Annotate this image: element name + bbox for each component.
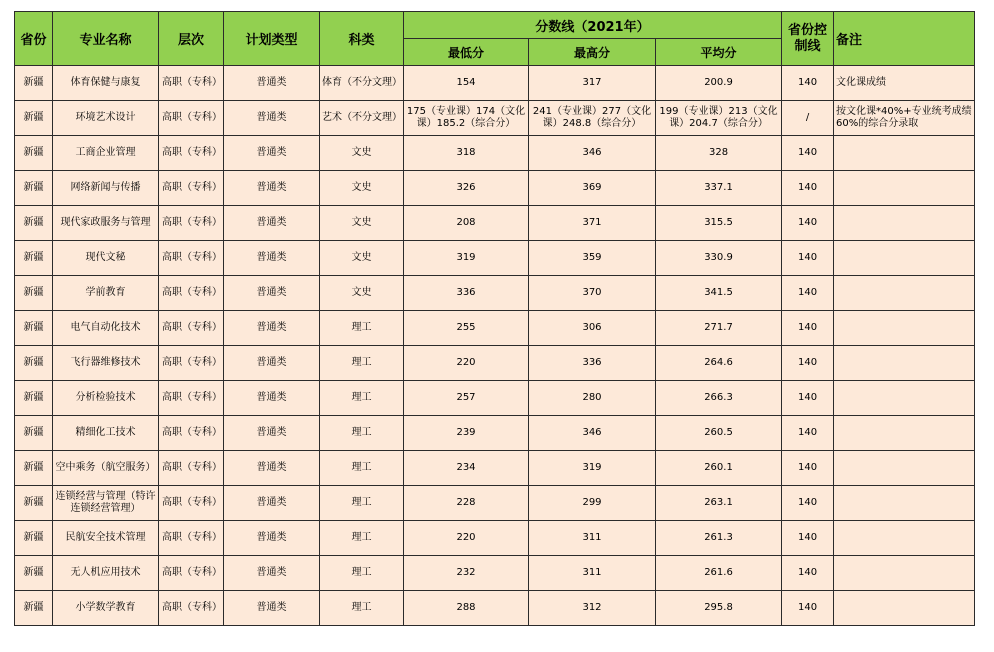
cell-avg-score: 341.5 xyxy=(656,276,782,311)
cell-major: 精细化工技术 xyxy=(53,416,159,451)
table-row xyxy=(15,311,975,346)
cell-max-score: 311 xyxy=(529,521,656,556)
table-row xyxy=(15,171,975,206)
cell-avg-score: 261.3 xyxy=(656,521,782,556)
cell-plan-type: 普通类 xyxy=(224,416,320,451)
cell-avg-score: 263.1 xyxy=(656,486,782,521)
cell-note xyxy=(834,486,975,521)
cell-control-line: 140 xyxy=(782,486,834,521)
cell-note xyxy=(834,276,975,311)
cell-note xyxy=(834,556,975,591)
admission-score-table xyxy=(14,11,975,626)
cell-level: 高职（专科） xyxy=(159,241,224,276)
cell-level: 高职（专科） xyxy=(159,276,224,311)
cell-level: 高职（专科） xyxy=(159,416,224,451)
table-row xyxy=(15,346,975,381)
cell-control-line: 140 xyxy=(782,311,834,346)
cell-province: 新疆 xyxy=(15,556,53,591)
cell-plan-type: 普通类 xyxy=(224,136,320,171)
cell-level: 高职（专科） xyxy=(159,451,224,486)
cell-control-line: 140 xyxy=(782,591,834,626)
cell-control-line: 140 xyxy=(782,556,834,591)
cell-category: 理工 xyxy=(320,486,404,521)
cell-level: 高职（专科） xyxy=(159,66,224,101)
header-category: 科类 xyxy=(320,12,404,66)
table-row xyxy=(15,276,975,311)
cell-category: 艺术（不分文理） xyxy=(320,101,404,136)
cell-min-score: 318 xyxy=(404,136,529,171)
cell-plan-type: 普通类 xyxy=(224,101,320,136)
header-score-group: 分数线（2021年） xyxy=(404,12,782,39)
cell-plan-type: 普通类 xyxy=(224,241,320,276)
cell-min-score: 257 xyxy=(404,381,529,416)
cell-plan-type: 普通类 xyxy=(224,521,320,556)
table-row xyxy=(15,486,975,521)
cell-plan-type: 普通类 xyxy=(224,66,320,101)
table-row xyxy=(15,591,975,626)
cell-category: 理工 xyxy=(320,416,404,451)
cell-category: 理工 xyxy=(320,346,404,381)
table-row xyxy=(15,206,975,241)
table-row xyxy=(15,416,975,451)
cell-min-score: 220 xyxy=(404,521,529,556)
cell-max-score: 299 xyxy=(529,486,656,521)
table-row xyxy=(15,136,975,171)
cell-max-score: 336 xyxy=(529,346,656,381)
cell-province: 新疆 xyxy=(15,136,53,171)
cell-province: 新疆 xyxy=(15,486,53,521)
cell-category: 文史 xyxy=(320,206,404,241)
cell-note xyxy=(834,346,975,381)
cell-note xyxy=(834,521,975,556)
cell-major: 连锁经营与管理（特许连锁经营管理） xyxy=(53,486,159,521)
cell-province: 新疆 xyxy=(15,171,53,206)
header-province: 省份 xyxy=(15,12,53,66)
cell-note xyxy=(834,381,975,416)
cell-category: 文史 xyxy=(320,241,404,276)
cell-major: 飞行器维修技术 xyxy=(53,346,159,381)
cell-note xyxy=(834,241,975,276)
cell-level: 高职（专科） xyxy=(159,556,224,591)
cell-max-score: 346 xyxy=(529,136,656,171)
cell-control-line: 140 xyxy=(782,171,834,206)
cell-plan-type: 普通类 xyxy=(224,381,320,416)
cell-major: 无人机应用技术 xyxy=(53,556,159,591)
table-row xyxy=(15,381,975,416)
cell-plan-type: 普通类 xyxy=(224,206,320,241)
cell-control-line: 140 xyxy=(782,241,834,276)
cell-category: 体育（不分文理） xyxy=(320,66,404,101)
cell-province: 新疆 xyxy=(15,66,53,101)
cell-min-score: 255 xyxy=(404,311,529,346)
cell-max-score: 280 xyxy=(529,381,656,416)
cell-avg-score: 337.1 xyxy=(656,171,782,206)
header-major: 专业名称 xyxy=(53,12,159,66)
cell-min-score: 336 xyxy=(404,276,529,311)
cell-major: 环境艺术设计 xyxy=(53,101,159,136)
cell-note xyxy=(834,136,975,171)
cell-note xyxy=(834,206,975,241)
cell-max-score: 359 xyxy=(529,241,656,276)
cell-province: 新疆 xyxy=(15,416,53,451)
cell-major: 民航安全技术管理 xyxy=(53,521,159,556)
cell-level: 高职（专科） xyxy=(159,486,224,521)
cell-major: 分析检验技术 xyxy=(53,381,159,416)
cell-major: 体育保健与康复 xyxy=(53,66,159,101)
cell-avg-score: 295.8 xyxy=(656,591,782,626)
cell-max-score: 317 xyxy=(529,66,656,101)
cell-major: 现代文秘 xyxy=(53,241,159,276)
cell-major: 工商企业管理 xyxy=(53,136,159,171)
cell-avg-score: 266.3 xyxy=(656,381,782,416)
cell-category: 文史 xyxy=(320,171,404,206)
header-plan-type: 计划类型 xyxy=(224,12,320,66)
cell-major: 网络新闻与传播 xyxy=(53,171,159,206)
cell-control-line: 140 xyxy=(782,451,834,486)
cell-control-line: 140 xyxy=(782,416,834,451)
header-note: 备注 xyxy=(834,12,975,66)
cell-min-score: 239 xyxy=(404,416,529,451)
cell-min-score: 288 xyxy=(404,591,529,626)
cell-province: 新疆 xyxy=(15,101,53,136)
score-table-container xyxy=(14,11,975,626)
cell-min-score: 154 xyxy=(404,66,529,101)
table-header xyxy=(15,12,975,66)
cell-avg-score: 330.9 xyxy=(656,241,782,276)
cell-max-score: 319 xyxy=(529,451,656,486)
cell-avg-score: 199（专业课）213（文化课）204.7（综合分） xyxy=(656,101,782,136)
cell-province: 新疆 xyxy=(15,241,53,276)
header-min-score: 最低分 xyxy=(404,39,529,66)
cell-max-score: 346 xyxy=(529,416,656,451)
cell-max-score: 306 xyxy=(529,311,656,346)
cell-plan-type: 普通类 xyxy=(224,486,320,521)
cell-province: 新疆 xyxy=(15,521,53,556)
cell-max-score: 311 xyxy=(529,556,656,591)
cell-province: 新疆 xyxy=(15,276,53,311)
cell-min-score: 319 xyxy=(404,241,529,276)
cell-category: 理工 xyxy=(320,381,404,416)
cell-level: 高职（专科） xyxy=(159,521,224,556)
cell-level: 高职（专科） xyxy=(159,206,224,241)
header-max-score: 最高分 xyxy=(529,39,656,66)
cell-province: 新疆 xyxy=(15,381,53,416)
cell-category: 文史 xyxy=(320,276,404,311)
cell-avg-score: 200.9 xyxy=(656,66,782,101)
cell-control-line: 140 xyxy=(782,276,834,311)
cell-note: 文化课成绩 xyxy=(834,66,975,101)
cell-avg-score: 271.7 xyxy=(656,311,782,346)
table-row xyxy=(15,451,975,486)
cell-province: 新疆 xyxy=(15,311,53,346)
cell-plan-type: 普通类 xyxy=(224,171,320,206)
cell-min-score: 234 xyxy=(404,451,529,486)
cell-control-line: 140 xyxy=(782,346,834,381)
cell-province: 新疆 xyxy=(15,206,53,241)
cell-category: 理工 xyxy=(320,521,404,556)
table-row xyxy=(15,101,975,136)
table-row xyxy=(15,66,975,101)
cell-avg-score: 264.6 xyxy=(656,346,782,381)
cell-min-score: 220 xyxy=(404,346,529,381)
cell-note xyxy=(834,451,975,486)
cell-plan-type: 普通类 xyxy=(224,346,320,381)
cell-control-line: 140 xyxy=(782,381,834,416)
cell-avg-score: 261.6 xyxy=(656,556,782,591)
cell-plan-type: 普通类 xyxy=(224,276,320,311)
cell-level: 高职（专科） xyxy=(159,311,224,346)
cell-max-score: 371 xyxy=(529,206,656,241)
cell-level: 高职（专科） xyxy=(159,346,224,381)
table-row xyxy=(15,521,975,556)
cell-major: 学前教育 xyxy=(53,276,159,311)
cell-plan-type: 普通类 xyxy=(224,311,320,346)
cell-note xyxy=(834,171,975,206)
cell-control-line: 140 xyxy=(782,206,834,241)
cell-level: 高职（专科） xyxy=(159,591,224,626)
cell-min-score: 175（专业课）174（文化课）185.2（综合分） xyxy=(404,101,529,136)
cell-avg-score: 328 xyxy=(656,136,782,171)
header-level: 层次 xyxy=(159,12,224,66)
cell-max-score: 369 xyxy=(529,171,656,206)
header-avg-score: 平均分 xyxy=(656,39,782,66)
header-control-line: 省份控制线 xyxy=(782,12,834,66)
cell-level: 高职（专科） xyxy=(159,171,224,206)
cell-province: 新疆 xyxy=(15,591,53,626)
cell-control-line: 140 xyxy=(782,66,834,101)
cell-plan-type: 普通类 xyxy=(224,451,320,486)
cell-category: 理工 xyxy=(320,556,404,591)
table-row xyxy=(15,556,975,591)
cell-note xyxy=(834,416,975,451)
cell-control-line: / xyxy=(782,101,834,136)
cell-avg-score: 260.1 xyxy=(656,451,782,486)
cell-category: 文史 xyxy=(320,136,404,171)
cell-level: 高职（专科） xyxy=(159,381,224,416)
cell-max-score: 312 xyxy=(529,591,656,626)
cell-province: 新疆 xyxy=(15,451,53,486)
cell-major: 空中乘务（航空服务） xyxy=(53,451,159,486)
cell-category: 理工 xyxy=(320,451,404,486)
cell-avg-score: 260.5 xyxy=(656,416,782,451)
cell-level: 高职（专科） xyxy=(159,136,224,171)
cell-category: 理工 xyxy=(320,591,404,626)
cell-avg-score: 315.5 xyxy=(656,206,782,241)
cell-note: 按文化课*40%+专业统考成绩60%的综合分录取 xyxy=(834,101,975,136)
cell-province: 新疆 xyxy=(15,346,53,381)
cell-plan-type: 普通类 xyxy=(224,591,320,626)
cell-level: 高职（专科） xyxy=(159,101,224,136)
cell-major: 小学数学教育 xyxy=(53,591,159,626)
cell-major: 电气自动化技术 xyxy=(53,311,159,346)
cell-category: 理工 xyxy=(320,311,404,346)
cell-min-score: 232 xyxy=(404,556,529,591)
cell-major: 现代家政服务与管理 xyxy=(53,206,159,241)
table-row xyxy=(15,241,975,276)
cell-control-line: 140 xyxy=(782,136,834,171)
cell-max-score: 370 xyxy=(529,276,656,311)
table-body xyxy=(15,66,975,626)
cell-plan-type: 普通类 xyxy=(224,556,320,591)
cell-max-score: 241（专业课）277（文化课）248.8（综合分） xyxy=(529,101,656,136)
cell-note xyxy=(834,591,975,626)
cell-min-score: 208 xyxy=(404,206,529,241)
cell-min-score: 228 xyxy=(404,486,529,521)
cell-min-score: 326 xyxy=(404,171,529,206)
cell-note xyxy=(834,311,975,346)
cell-control-line: 140 xyxy=(782,521,834,556)
